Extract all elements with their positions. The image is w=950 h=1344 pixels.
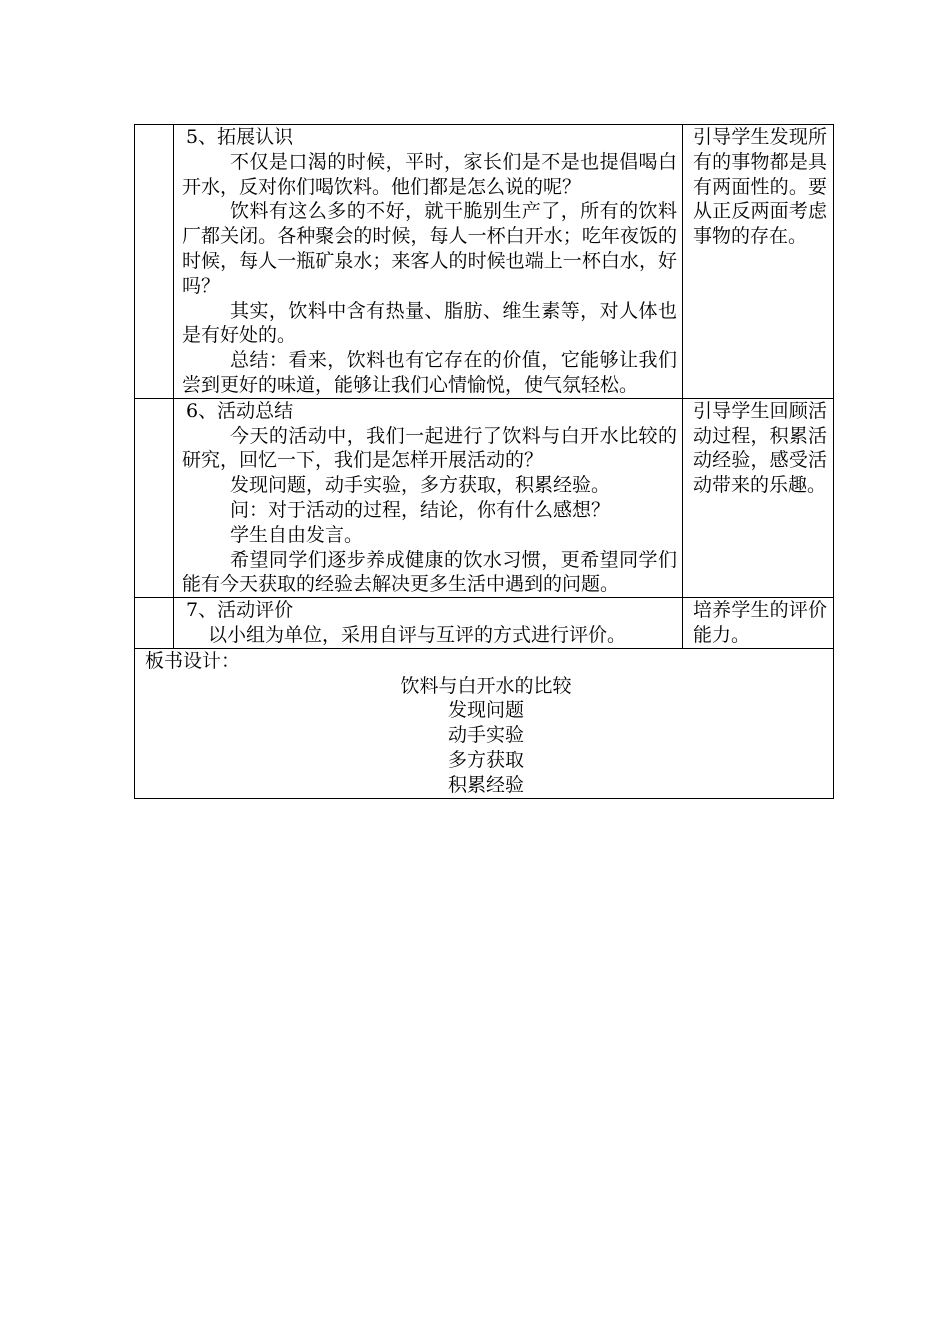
- board-item: 发现问题: [447, 699, 524, 722]
- paragraph: 其实，饮料中含有热量、脂肪、维生素等，对人体也是有好处的。: [182, 299, 677, 347]
- blank-cell: [135, 125, 174, 399]
- board-item: 动手实验: [447, 724, 524, 747]
- content-cell: [174, 125, 683, 399]
- note-cell: [683, 598, 834, 649]
- section-heading: 6、活动总结: [186, 399, 294, 422]
- section-heading: 5、拓展认识: [186, 126, 294, 148]
- teaching-note: 培养学生的评价能力。: [693, 599, 827, 646]
- note-cell: [683, 398, 834, 597]
- teaching-note: 引导学生回顾活动过程，积累活动经验，感受活动带来的乐趣。: [693, 399, 827, 497]
- paragraph: 问：对于活动的过程，结论，你有什么感想？: [230, 498, 611, 521]
- section-row-6: [135, 398, 834, 597]
- section-heading: 7、活动评价: [186, 599, 294, 622]
- blank-cell: [135, 398, 174, 597]
- board-title: 饮料与白开水的比较: [400, 674, 572, 697]
- paragraph: 今天的活动中，我们一起进行了饮料与白开水比较的研究，回忆一下，我们是怎样开展活动的？: [182, 424, 677, 472]
- section-row-5: [135, 125, 834, 399]
- board-label: 板书设计：: [145, 649, 241, 672]
- board-item: 多方获取: [447, 748, 524, 771]
- paragraph: 希望同学们逐步养成健康的饮水习惯，更希望同学们能有今天获取的经验去解决更多生活中遇到的问题。: [182, 548, 677, 596]
- board-design-cell: [135, 648, 834, 798]
- paragraph: 不仅是口渴的时候，平时，家长们是不是也提倡喝白开水，反对你们喝饮料。他们都是怎么说的呢？: [182, 150, 677, 198]
- paragraph: 发现问题，动手实验，多方获取，积累经验。: [230, 474, 611, 497]
- lesson-plan-table: [134, 124, 834, 799]
- paragraph: 以小组为单位，采用自评与互评的方式进行评价。: [208, 623, 627, 646]
- paragraph: 总结：看来，饮料也有它存在的价值，它能够让我们尝到更好的味道，能够让我们心情愉悦，使气氛轻松。: [182, 349, 677, 396]
- board-item: 积累经验: [447, 773, 524, 796]
- paragraph: 饮料有这么多的不好，就干脆别生产了，所有的饮料厂都关闭。各种聚会的时候，每人一杯白开水；吃年夜饭的时候，每人一瓶矿泉水；来客人的时候也端上一杯白水，好吗？: [182, 200, 677, 297]
- board-design-row: [135, 648, 834, 798]
- content-cell: [174, 598, 683, 649]
- blank-cell: [135, 598, 174, 649]
- paragraph: 学生自由发言。: [230, 523, 364, 546]
- section-row-7: [135, 598, 834, 649]
- teaching-note: 引导学生发现所有的事物都是具有两面性的。要从正反两面考虑事物的存在。: [693, 126, 827, 248]
- note-cell: [683, 125, 834, 399]
- content-cell: [174, 398, 683, 597]
